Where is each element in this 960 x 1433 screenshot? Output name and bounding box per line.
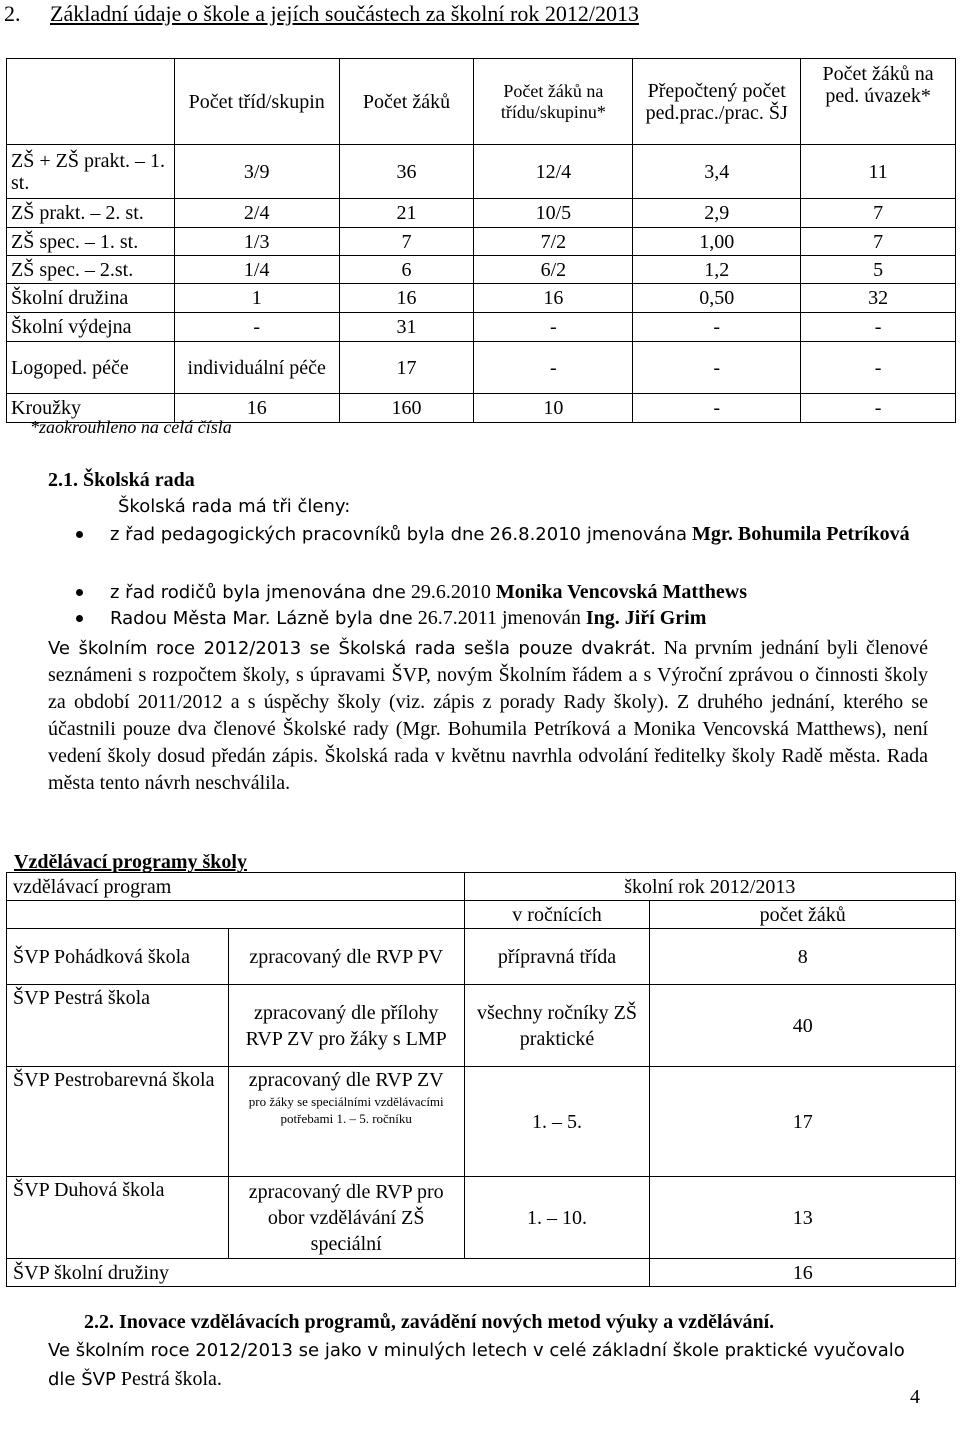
cell: přípravná třída xyxy=(464,929,650,985)
cell: ZŠ spec. – 1. st. xyxy=(7,228,175,256)
cell: ŠVP Pestrobarevná škola xyxy=(7,1067,229,1177)
list-item xyxy=(110,604,930,633)
cell: 21 xyxy=(339,199,474,228)
bullet-date: 29.6.2010 xyxy=(410,581,491,603)
table-row xyxy=(7,199,956,228)
header-cell: Počet žáků xyxy=(339,59,474,145)
table-row xyxy=(7,228,956,256)
cell: 6/2 xyxy=(474,256,633,284)
header-cell: Počet žáků na ped. úvazek* xyxy=(801,59,956,145)
table-row xyxy=(7,929,956,985)
table-row xyxy=(7,1259,956,1287)
board-paragraph xyxy=(48,635,928,797)
bullet-member-name: Mgr. Bohumila Petríková xyxy=(691,523,910,545)
table-row xyxy=(7,284,956,313)
school-stats-table xyxy=(6,58,956,423)
cell: - xyxy=(174,313,339,342)
table-row xyxy=(7,1067,956,1177)
header-cell: počet žáků xyxy=(650,901,956,929)
cell: 32 xyxy=(801,284,956,313)
header-cell xyxy=(7,901,465,929)
table-row xyxy=(7,145,956,199)
cell: 11 xyxy=(801,145,956,199)
table-header-row xyxy=(7,901,956,929)
cell: - xyxy=(474,313,633,342)
paragraph-lead: Ve školním roce 2012/2013 se Školská rada sešla pouze dvakrát. xyxy=(48,638,657,659)
cell: - xyxy=(474,342,633,394)
cell: 16 xyxy=(474,284,633,313)
cell: 36 xyxy=(339,145,474,199)
cell: 1/4 xyxy=(174,256,339,284)
bullet-icon xyxy=(76,589,83,596)
table-header-row xyxy=(7,873,956,901)
table-row xyxy=(7,985,956,1067)
cell: 31 xyxy=(339,313,474,342)
cell: 16 xyxy=(650,1259,956,1287)
cell: ZŠ + ZŠ prakt. – 1. st. xyxy=(7,145,175,199)
table-row xyxy=(7,313,956,342)
cell: 17 xyxy=(650,1067,956,1177)
cell: 13 xyxy=(650,1177,956,1259)
header-cell: vzdělávací program xyxy=(7,873,465,901)
cell: - xyxy=(633,394,801,423)
heading-title: Základní údaje o škole a jejích součástech za školní rok 2012/2013 xyxy=(50,1,639,26)
header-cell: Přepočtený počet ped.prac./prac. ŠJ xyxy=(633,59,801,145)
cell: 10 xyxy=(474,394,633,423)
cell: 8 xyxy=(650,929,956,985)
cell: 7 xyxy=(339,228,474,256)
basis-text: zpracovaný dle RVP ZV xyxy=(248,1069,444,1091)
cell: ŠVP školní družiny xyxy=(7,1259,650,1287)
bullet-icon xyxy=(76,531,83,538)
bullet-member-name: Ing. Jiří Grim xyxy=(585,607,707,629)
heading-number: 2. xyxy=(4,1,21,26)
header-cell: školní rok 2012/2013 xyxy=(464,873,955,901)
list-item xyxy=(110,578,930,607)
section-heading xyxy=(0,0,960,30)
cell: 1,00 xyxy=(633,228,801,256)
table-row xyxy=(7,1177,956,1259)
header-cell xyxy=(7,59,175,145)
cell: - xyxy=(801,342,956,394)
cell: ZŠ prakt. – 2. st. xyxy=(7,199,175,228)
cell: - xyxy=(801,313,956,342)
bullet-date: 26.8.2010 jmenována xyxy=(489,524,687,545)
cell: ZŠ spec. – 2.st. xyxy=(7,256,175,284)
cell: - xyxy=(633,313,801,342)
bullet-text: z řad pedagogických pracovníků byla dne xyxy=(110,524,485,545)
innovation-paragraph xyxy=(48,1336,928,1394)
bullet-date: 26.7.2011 jmenován xyxy=(417,607,581,629)
programs-table xyxy=(6,872,956,1287)
header-cell: v ročnících xyxy=(464,901,650,929)
cell: 5 xyxy=(801,256,956,284)
cell: zpracovaný dle přílohy RVP ZV pro žáky s LMP xyxy=(228,985,464,1067)
board-intro: Školská rada má tři členy: xyxy=(118,496,351,517)
cell: Kroužky xyxy=(7,394,175,423)
section-title-school-board: 2.1. Školská rada xyxy=(48,469,195,491)
cell: 16 xyxy=(339,284,474,313)
cell: 0,50 xyxy=(633,284,801,313)
cell: 3,4 xyxy=(633,145,801,199)
cell: 1. – 10. xyxy=(464,1177,650,1259)
cell: 16 xyxy=(174,394,339,423)
cell: 1. – 5. xyxy=(464,1067,650,1177)
cell: 1 xyxy=(174,284,339,313)
cell xyxy=(228,1067,464,1177)
bullet-text: Radou Města Mar. Lázně byla dne xyxy=(110,608,413,629)
cell: ŠVP Pohádková škola xyxy=(7,929,229,985)
page-number: 4 xyxy=(910,1386,920,1408)
table-row xyxy=(7,342,956,394)
section-title-programs: Vzdělávací programy školy xyxy=(14,851,247,873)
cell: 7 xyxy=(801,228,956,256)
table-footnote: *zaokrouhleno na celá čísla xyxy=(30,417,232,437)
paragraph-text-end: Pestrá škola. xyxy=(120,1368,222,1390)
list-item xyxy=(110,520,930,549)
basis-note: pro žáky se speciálními vzdělávacími potřebami 1. – 5. ročníku xyxy=(248,1094,444,1126)
paragraph-text: Ve školním roce 2012/2013 se jako v minulých letech v celé základní škole praktické vyučovalo dle ŠVP xyxy=(48,1340,905,1390)
cell: - xyxy=(801,394,956,423)
cell: 12/4 xyxy=(474,145,633,199)
cell: Školní výdejna xyxy=(7,313,175,342)
cell: 40 xyxy=(650,985,956,1067)
cell: všechny ročníky ZŠ praktické xyxy=(464,985,650,1067)
cell: ŠVP Pestrá škola xyxy=(7,985,229,1067)
cell: 17 xyxy=(339,342,474,394)
cell: 2/4 xyxy=(174,199,339,228)
cell: Školní družina xyxy=(7,284,175,313)
table-row xyxy=(7,256,956,284)
cell: 1,2 xyxy=(633,256,801,284)
paragraph-body: Na prvním jednání byli členové seznámeni s rozpočtem školy, s úpravami ŠVP, novým Školním řádem a s Výroční zprávou o činnosti školy za období 2011/2012 a s úspěchy školy (viz. zápis z porady Rady školy). Z druhého jednání, kterého se účastnili pouze dva členové Školské rady (Mgr. Bohumila Petríková a Monika Vencovská Matthews), není vedení školy dosud předán zápis. Školská rada v květnu navrhla odvolání ředitelky školy Radě města. Rada města tento návrh neschválila. xyxy=(48,637,929,794)
cell: 1/3 xyxy=(174,228,339,256)
cell: ŠVP Duhová škola xyxy=(7,1177,229,1259)
header-cell: Počet žáků na třídu/skupinu* xyxy=(474,59,633,145)
cell: Logoped. péče xyxy=(7,342,175,394)
cell: individuální péče xyxy=(174,342,339,394)
bullet-icon xyxy=(76,615,83,622)
cell: 160 xyxy=(339,394,474,423)
cell: zpracovaný dle RVP PV xyxy=(228,929,464,985)
cell: 7/2 xyxy=(474,228,633,256)
bullet-text: z řad rodičů byla jmenována dne xyxy=(110,582,406,603)
cell: 7 xyxy=(801,199,956,228)
cell: zpracovaný dle RVP pro obor vzdělávání ZŠ speciální xyxy=(228,1177,464,1259)
cell: 6 xyxy=(339,256,474,284)
cell: 3/9 xyxy=(174,145,339,199)
cell: - xyxy=(633,342,801,394)
cell: 10/5 xyxy=(474,199,633,228)
cell: 2,9 xyxy=(633,199,801,228)
header-cell: Počet tříd/skupin xyxy=(174,59,339,145)
section-title-innovation: 2.2. Inovace vzdělávacích programů, zavádění nových metod výuky a vzdělávání. xyxy=(84,1311,775,1333)
bullet-member-name: Monika Vencovská Matthews xyxy=(495,581,747,603)
table-header-row xyxy=(7,59,956,145)
